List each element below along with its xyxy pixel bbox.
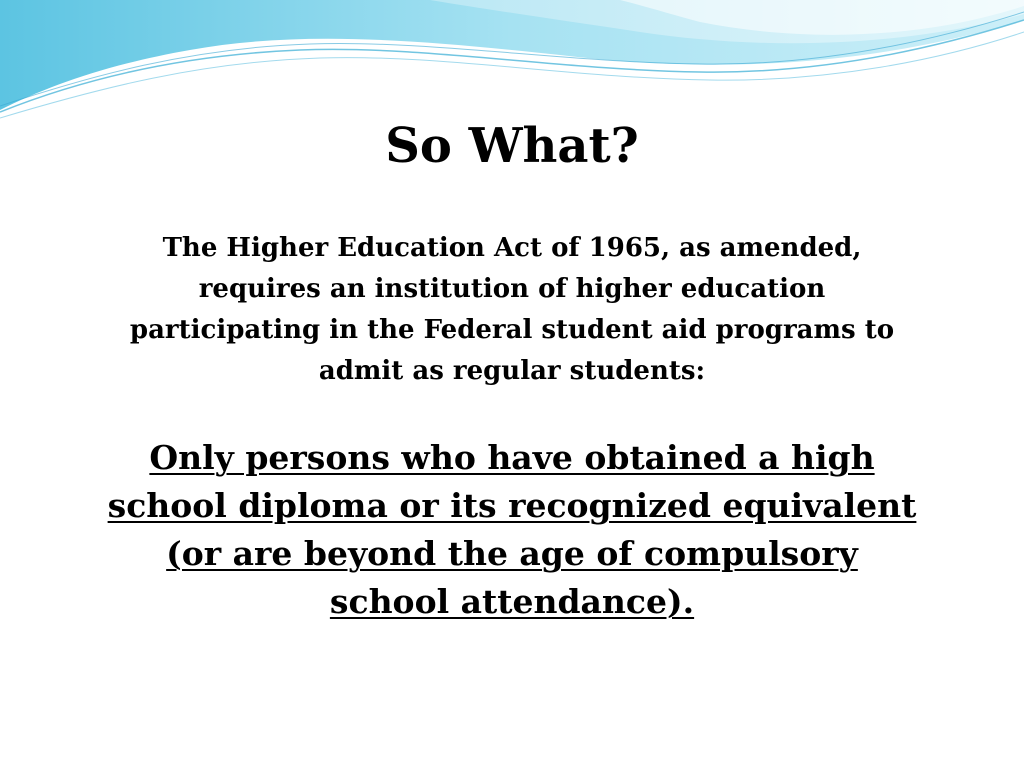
emphasis-paragraph: Only persons who have obtained a high school diploma or its recognized equivalent (or are beyond the age of compulsory school attendance). [107,438,917,621]
header-wave-decoration [0,0,1024,130]
slide-title: So What? [385,118,639,174]
body-paragraph: The Higher Education Act of 1965, as amended, requires an institution of higher education participating in the Federal student aid programs to admit as regular students: [129,233,895,386]
